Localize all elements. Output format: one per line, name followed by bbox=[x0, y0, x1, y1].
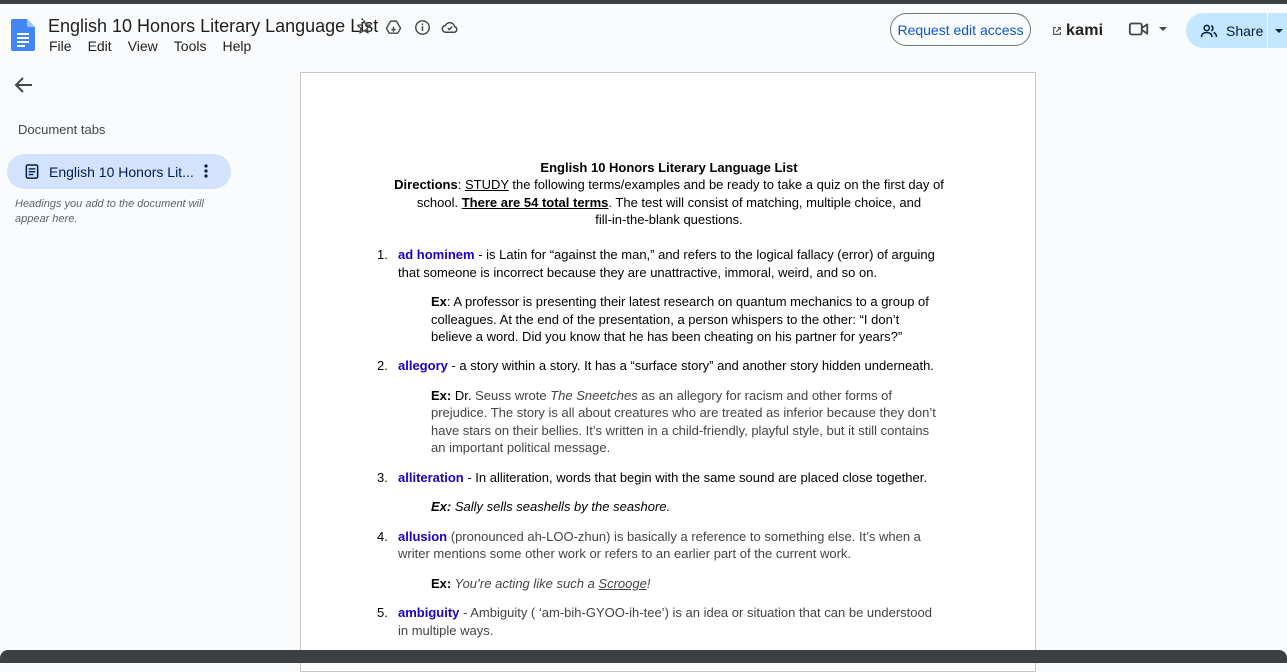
share-divider bbox=[1267, 13, 1268, 48]
example-title: The Sneetches bbox=[550, 388, 638, 403]
docs-header bbox=[0, 4, 1287, 64]
meet-button[interactable] bbox=[1128, 20, 1168, 38]
example-text: ! bbox=[646, 576, 651, 591]
study-text: STUDY bbox=[464, 177, 509, 192]
example-label: Ex: bbox=[431, 388, 452, 403]
definition-text: - a story within a story. It has a “surface story” and another story hidden underneath. bbox=[447, 358, 934, 373]
menu-help[interactable]: Help bbox=[222, 38, 252, 54]
video-camera-icon bbox=[1128, 20, 1150, 38]
chevron-down-icon bbox=[1158, 24, 1168, 34]
request-edit-access-button[interactable]: Request edit access bbox=[890, 13, 1031, 46]
list-item bbox=[398, 528, 921, 546]
example-line bbox=[431, 293, 929, 311]
info-icon[interactable] bbox=[412, 17, 432, 37]
example-text: : A professor is presenting their latest research on quantum mechanics to a group of bbox=[446, 294, 929, 309]
example-line: an important political message. bbox=[431, 440, 611, 455]
total-terms-text: There are 54 total terms bbox=[461, 195, 609, 210]
term-alliteration: alliteration bbox=[398, 470, 464, 485]
document-title[interactable]: English 10 Honors Literary Language List bbox=[48, 16, 379, 36]
directions-text-2: . The test will consist of matching, multiple choice, and bbox=[608, 195, 922, 210]
more-vert-icon[interactable] bbox=[197, 162, 215, 180]
example-line bbox=[431, 575, 650, 593]
move-to-drive-icon[interactable] bbox=[383, 17, 403, 37]
list-item bbox=[398, 469, 927, 487]
directions-label: Directions bbox=[394, 177, 458, 192]
share-button[interactable] bbox=[1186, 13, 1287, 48]
list-number: 2. bbox=[377, 358, 388, 373]
cloud-saved-icon[interactable] bbox=[440, 17, 460, 37]
list-number: 3. bbox=[377, 470, 388, 485]
document-tabs-sidebar bbox=[0, 64, 260, 654]
headings-hint: Headings you add to the document will appear here. bbox=[15, 198, 204, 225]
list-number: 4. bbox=[377, 529, 388, 544]
example-line: colleagues. At the end of the presentation, a person whispers to the other: “I don’t bbox=[431, 312, 900, 327]
term-ad-hominem: ad hominem bbox=[398, 247, 475, 262]
document-tabs-heading: Document tabs bbox=[18, 122, 106, 137]
tab-english-10-honors[interactable] bbox=[7, 154, 231, 189]
definition-line: that someone is incorrect because they are unattractive, immoral, weird, and so on. bbox=[398, 265, 878, 280]
list-number: 5. bbox=[377, 605, 388, 620]
directions-school: school. bbox=[416, 195, 462, 210]
menu-bar bbox=[49, 38, 267, 54]
directions-text: the following terms/examples and be ready to take a quiz on the first day of bbox=[508, 177, 944, 192]
example-text: Seuss wrote bbox=[475, 388, 551, 403]
example-line: believe a word. Did you know that he has been cheating on his partner for years?” bbox=[431, 329, 903, 344]
definition-text: - Ambiguity ( ‘am-bih-GYOO-ih-tee’) is an idea or situation that can be understood bbox=[459, 605, 932, 620]
star-icon[interactable] bbox=[354, 17, 374, 37]
people-icon bbox=[1200, 23, 1218, 39]
example-text: Dr. bbox=[451, 388, 476, 403]
menu-file[interactable]: File bbox=[49, 38, 72, 54]
document-heading: English 10 Honors Literary Language List bbox=[540, 160, 798, 175]
menu-edit[interactable]: Edit bbox=[87, 38, 112, 54]
example-label: Ex: bbox=[431, 576, 452, 591]
term-allegory: allegory bbox=[398, 358, 448, 373]
list-item bbox=[398, 357, 934, 375]
definition-text: - is Latin for “against the man,” and refers to the logical fallacy (error) of arguing bbox=[474, 247, 935, 262]
share-label: Share bbox=[1226, 22, 1264, 39]
list-item bbox=[398, 604, 932, 622]
share-dropdown-icon[interactable] bbox=[1274, 26, 1284, 36]
kami-label: kami bbox=[1066, 22, 1104, 39]
example-line bbox=[431, 387, 892, 405]
term-allusion: allusion bbox=[398, 529, 448, 544]
example-text: You’re acting like such a bbox=[451, 576, 599, 591]
definition-text: - In alliteration, words that begin with the same sound are placed close together. bbox=[463, 470, 927, 485]
term-ambiguity: ambiguity bbox=[398, 605, 460, 620]
document-tab-icon bbox=[25, 164, 39, 179]
document-page[interactable] bbox=[300, 72, 1036, 672]
definition-line: in multiple ways. bbox=[398, 623, 494, 638]
list-number: 1. bbox=[377, 247, 388, 262]
bottom-overlay-bar bbox=[0, 650, 1287, 663]
example-label: Ex: bbox=[431, 499, 452, 514]
example-text: as an allegory for racism and other forms of bbox=[637, 388, 893, 403]
menu-view[interactable]: View bbox=[127, 38, 158, 54]
example-text: Sally sells seashells by the seashore. bbox=[451, 499, 671, 514]
example-label: Ex bbox=[431, 294, 447, 309]
menu-tools[interactable]: Tools bbox=[173, 38, 207, 54]
example-line: prejudice. The story is all about creatures who are treated as inferior because they don’t bbox=[431, 405, 936, 420]
directions-line-2 bbox=[301, 194, 1037, 212]
external-link-icon bbox=[1052, 26, 1062, 36]
kami-button[interactable] bbox=[1052, 22, 1103, 40]
directions-line-3: fill-in-the-blank questions. bbox=[595, 212, 743, 227]
tab-label: English 10 Honors Lit... bbox=[49, 163, 194, 180]
google-docs-logo-icon[interactable] bbox=[11, 19, 35, 51]
directions-colon: : bbox=[457, 177, 465, 192]
definition-line: writer mentions some other work or refers to an earlier part of the current work. bbox=[398, 546, 852, 561]
list-item bbox=[398, 246, 935, 264]
definition-text: (pronounced ah-LOO-zhun) is basically a reference to something else. It’s when a bbox=[447, 529, 921, 544]
example-line: have stars on their bellies. It’s written in a child-friendly, playful style, but it still contains bbox=[431, 423, 930, 438]
back-arrow-icon[interactable] bbox=[12, 73, 36, 97]
example-line bbox=[431, 498, 670, 516]
example-scrooge: Scrooge bbox=[598, 576, 647, 591]
directions-line-1 bbox=[301, 176, 1037, 194]
